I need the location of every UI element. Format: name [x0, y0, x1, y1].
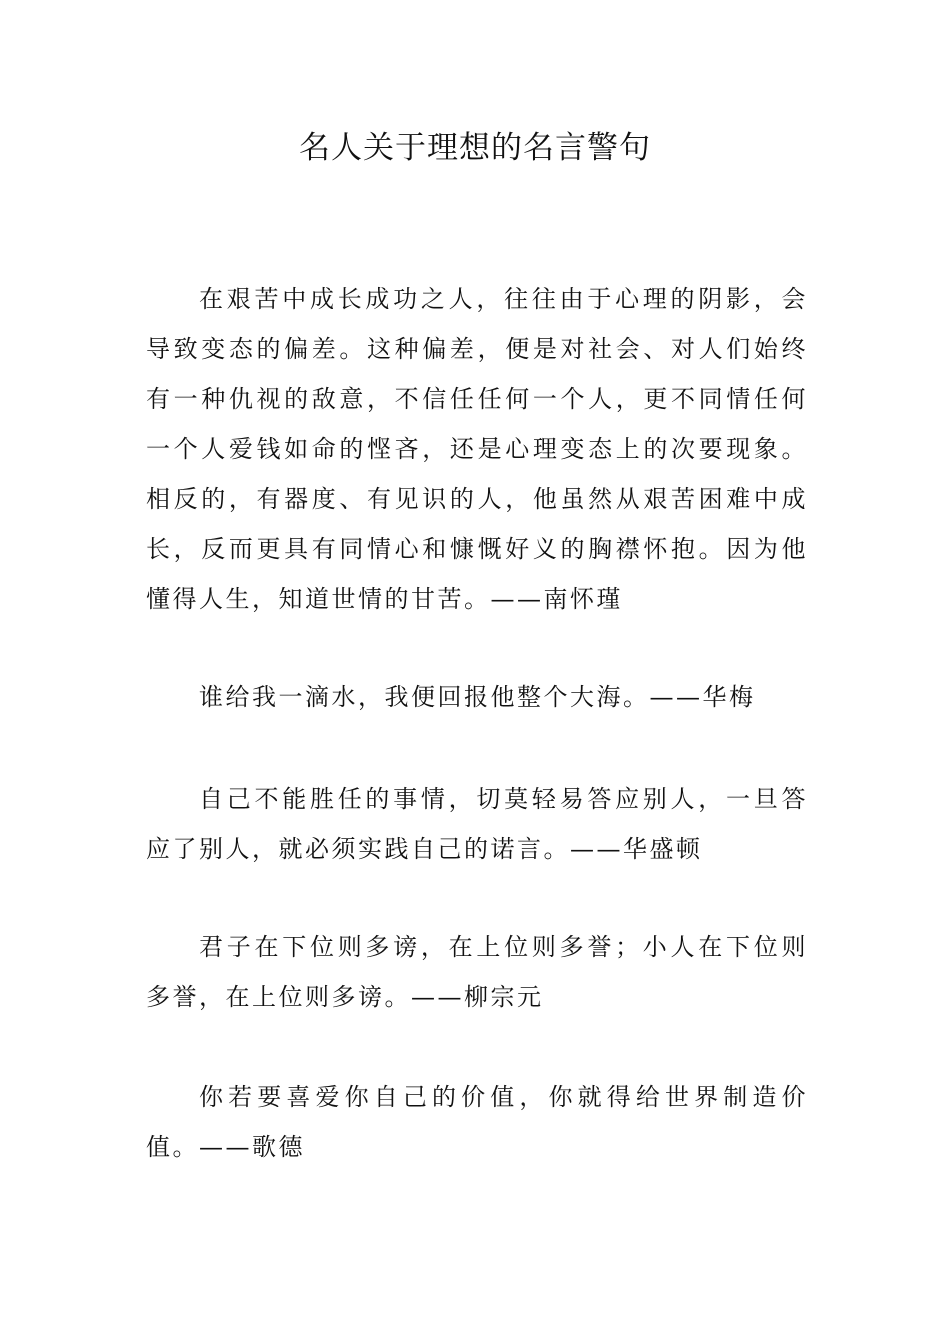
quote-paragraph-1 [146, 274, 808, 624]
quote-paragraph-5 [146, 1072, 808, 1172]
paragraph-text: 君子在下位则多谤，在上位则多誉；小人在下位则多誉，在上位则多谤。——柳宗元 [146, 933, 808, 1011]
quote-paragraph-3 [146, 774, 808, 874]
paragraph-text: 自己不能胜任的事情，切莫轻易答应别人，一旦答应了别人，就必须实践自己的诺言。——华盛顿 [146, 785, 808, 863]
paragraph-text: 在艰苦中成长成功之人，往往由于心理的阴影，会导致变态的偏差。这种偏差，便是对社会、对人们始终有一种仇视的敌意，不信任任何一个人，更不同情任何一个人爱钱如命的悭吝，还是心理变态上的次要现象。相反的，有器度、有见识的人，他虽然从艰苦困难中成长，反而更具有同情心和慷慨好义的胸襟怀抱。因为他懂得人生，知道世情的甘苦。——南怀瑾 [146, 285, 808, 613]
quote-paragraph-2 [146, 672, 808, 722]
document-title: 名人关于理想的名言警句 [299, 130, 651, 166]
quote-paragraph-4 [146, 922, 808, 1022]
paragraph-text: 你若要喜爱你自己的价值，你就得给世界制造价值。——歌德 [146, 1083, 808, 1161]
paragraph-text: 谁给我一滴水，我便回报他整个大海。——华梅 [199, 683, 756, 711]
